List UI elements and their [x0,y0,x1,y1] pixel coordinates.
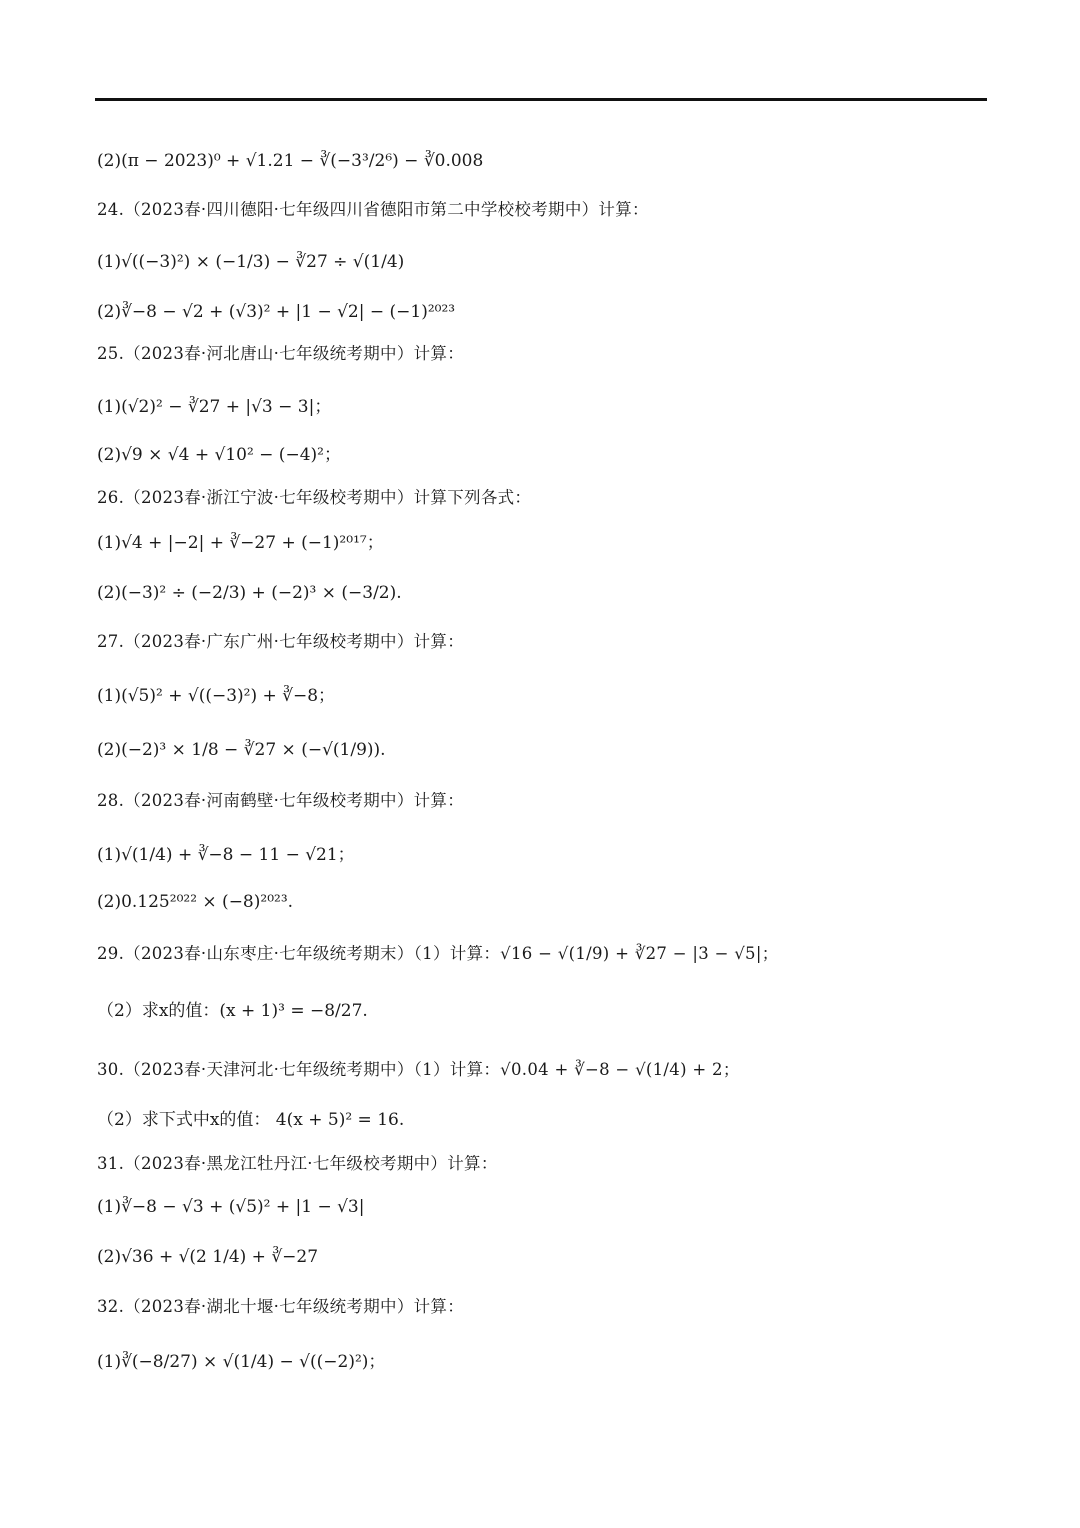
problem-24-part-2: (2)∛−8 − √2 + (√3)² + |1 − √2| − (−1)²⁰²³ [97,302,456,322]
problem-31-heading: 31.（2023春·黑龙江牡丹江·七年级校考期中）计算： [97,1154,498,1173]
problem-32-part-1: (1)∛(−8/27) × √(1/4) − √((−2)²)； [97,1352,386,1372]
problem-30-heading: 30.（2023春·天津河北·七年级统考期中）（1）计算：√0.04 + ∛−8 − √(1/4) + 2； [97,1060,740,1079]
problem-27-part-1: (1)(√5)² + √((−3)²) + ∛−8； [97,686,336,706]
problem-23-part-2: (2)(π − 2023)⁰ + √1.21 − ∛(−3³/2⁶) − ∛0.008 [97,151,484,171]
problem-27-part-2: (2)(−2)³ × 1/8 − ∛27 × (−√(1/9)). [97,740,386,760]
problem-29-heading: 29.（2023春·山东枣庄·七年级统考期末）（1）计算：√16 − √(1/9) + ∛27 − |3 − √5|； [97,944,779,963]
problem-26-part-2: (2)(−3)² ÷ (−2/3) + (−2)³ × (−3/2). [97,583,402,603]
problem-28-part-2: (2)0.125²⁰²² × (−8)²⁰²³. [97,892,294,912]
problem-26-heading: 26.（2023春·浙江宁波·七年级校考期中）计算下列各式： [97,488,532,507]
header-rule [95,98,987,101]
problem-31-part-1: (1)∛−8 − √3 + (√5)² + |1 − √3| [97,1197,365,1217]
problem-25-heading: 25.（2023春·河北唐山·七年级统考期中）计算： [97,344,465,363]
problem-24-part-1: (1)√((−3)²) × (−1/3) − ∛27 ÷ √(1/4) [97,252,405,272]
problem-25-part-2: (2)√9 × √4 + √10² − (−4)²； [97,445,341,465]
problem-28-part-1: (1)√(1/4) + ∛−8 − 11 − √21； [97,845,355,865]
problem-25-part-1: (1)(√2)² − ∛27 + |√3 − 3|； [97,397,332,417]
problem-27-heading: 27.（2023春·广东广州·七年级校考期中）计算： [97,632,465,651]
problem-31-part-2: (2)√36 + √(2 1/4) + ∛−27 [97,1247,319,1267]
problem-24-heading: 24.（2023春·四川德阳·七年级四川省德阳市第二中学校校考期中）计算： [97,200,649,219]
problem-29-part-2: （2）求x的值：(x + 1)³ = −8/27. [97,1001,368,1021]
problem-32-heading: 32.（2023春·湖北十堰·七年级统考期中）计算： [97,1297,465,1316]
problem-28-heading: 28.（2023春·河南鹤壁·七年级校考期中）计算： [97,791,465,810]
problem-30-part-2: （2）求下式中x的值： 4(x + 5)² = 16. [97,1110,405,1130]
problem-26-part-1: (1)√4 + |−2| + ∛−27 + (−1)²⁰¹⁷； [97,533,384,553]
